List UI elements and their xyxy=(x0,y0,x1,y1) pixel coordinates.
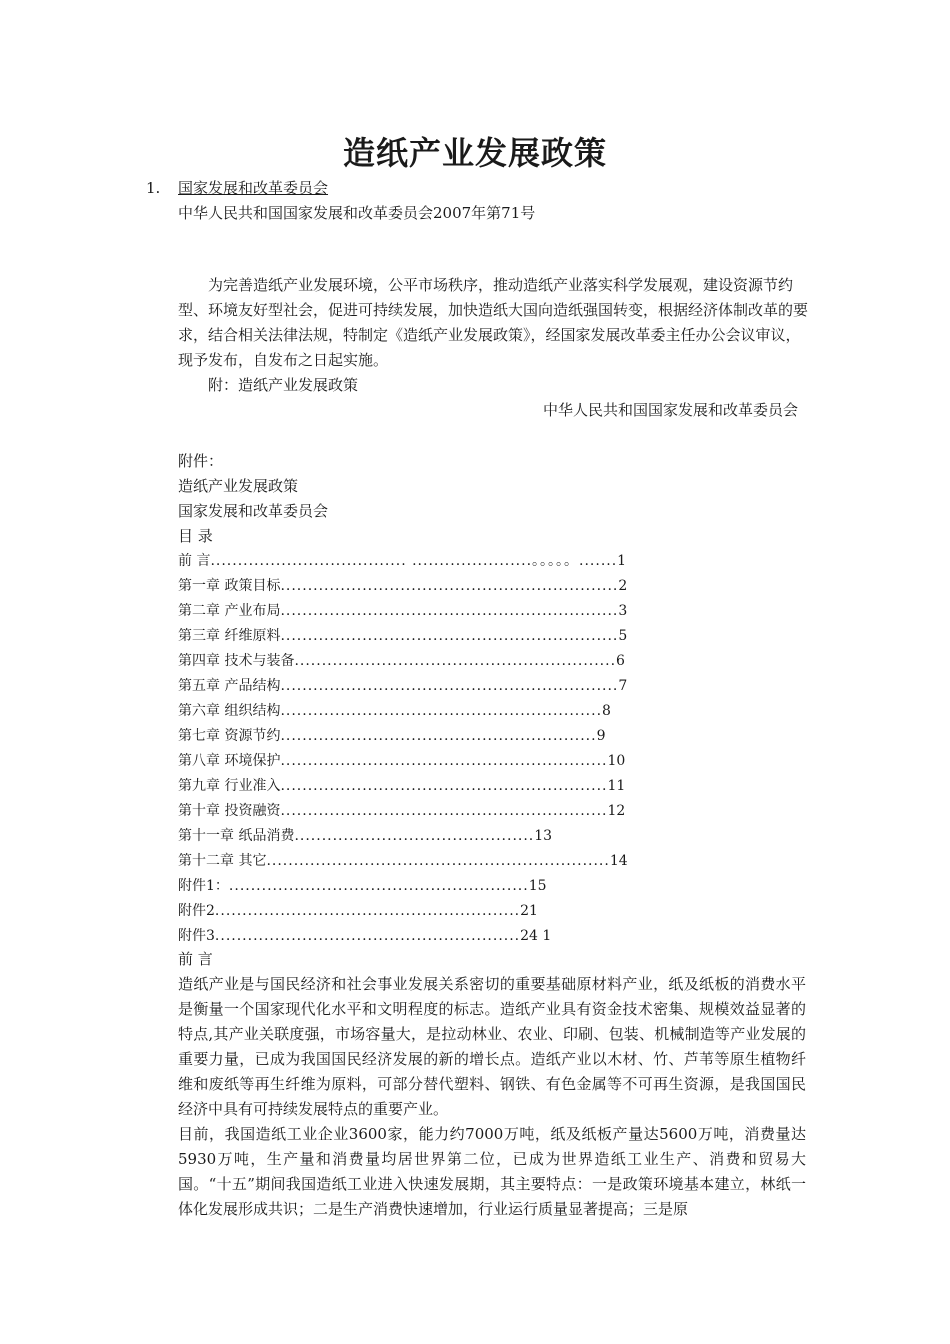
toc-entry[interactable] xyxy=(178,724,606,749)
toc-page: 1 xyxy=(617,553,627,569)
toc-heading: 目 录 xyxy=(178,527,213,545)
toc-entry-label: 第十一章 纸品消费 xyxy=(178,828,295,844)
preface-body xyxy=(178,972,806,1222)
toc-entry-label: 第三章 纤维原料 xyxy=(178,628,281,644)
toc-entry-label: 前 言 xyxy=(178,553,211,569)
toc-entry-label: 第五章 产品结构 xyxy=(178,678,281,694)
toc-entry[interactable] xyxy=(178,574,627,599)
toc-entry-label: 第四章 技术与装备 xyxy=(178,653,295,669)
toc-page: 24 1 xyxy=(520,928,552,944)
toc-page: 2 xyxy=(618,578,628,594)
toc-entry-label: 第十二章 其它 xyxy=(178,853,267,869)
item-number: 1. xyxy=(146,179,161,197)
toc-entry[interactable] xyxy=(178,599,627,624)
toc-entry-label: 第二章 产业布局 xyxy=(178,603,281,619)
toc-entry[interactable] xyxy=(178,549,626,574)
toc-leader: .................................... ......................。。。。。....... xyxy=(210,553,618,569)
toc-leader: ............................................ xyxy=(294,828,535,844)
toc-entry[interactable] xyxy=(178,699,611,724)
toc-page: 14 xyxy=(609,853,628,869)
toc-leader: ........................................................ xyxy=(214,903,521,919)
toc-leader: .............................................................. xyxy=(280,678,619,694)
toc-entry-label: 附件2 xyxy=(178,903,215,919)
toc-entry[interactable] xyxy=(178,899,538,924)
document-title: 造纸产业发展政策 xyxy=(342,134,607,172)
intro-paragraph: 为完善造纸产业发展环境，公平市场秩序，推动造纸产业落实科学发展观，建设资源节约型、环境友好型社会，促进可持续发展，加快造纸大国向造纸强国转变，根据经济体制改革的要求，结合相关法律法规，特制定《造纸产业发展政策》，经国家发展改革委主任办公会议审议，现予发布，自发布之日起实施。 xyxy=(178,276,809,369)
toc-entry[interactable] xyxy=(178,824,552,849)
toc-page: 7 xyxy=(618,678,628,694)
attachment-title: 造纸产业发展政策 xyxy=(178,477,299,495)
toc-page: 13 xyxy=(534,828,553,844)
toc-entry-label: 第九章 行业准入 xyxy=(178,778,281,794)
intro-section xyxy=(178,273,810,398)
toc-page: 3 xyxy=(618,603,628,619)
document-number: 中华人民共和国国家发展和改革委员会2007年第71号 xyxy=(178,204,536,222)
toc-entry[interactable] xyxy=(178,624,627,649)
toc-entry-label: 第十章 投资融资 xyxy=(178,803,281,819)
toc-page: 21 xyxy=(520,903,538,919)
preface-paragraph: 造纸产业是与国民经济和社会事业发展关系密切的重要基础原材料产业，纸及纸板的消费水平是衡量一个国家现代化水平和文明程度的标志。造纸产业具有资金技术密集、规模效益显著的特点,其产业关联度强，市场容量大，是拉动林业、农业、印刷、包装、机械制造等产业发展的重要力量，已成为我国国民经济发展的新的增长点。造纸产业以木材、竹、芦苇等原生植物纤维和废纸等再生纤维为原料，可部分替代塑料、钢铁、有色金属等不可再生资源，是我国国民经济中具有可持续发展特点的重要产业。 xyxy=(178,975,806,1118)
preface-heading: 前 言 xyxy=(178,950,213,968)
toc-entry-label: 第七章 资源节约 xyxy=(178,728,281,744)
toc-page: 5 xyxy=(618,628,628,644)
toc-page: 9 xyxy=(596,728,606,744)
toc-page: 10 xyxy=(607,753,626,769)
toc-leader: ........................................................... xyxy=(294,653,617,669)
toc-leader: .............................................................. xyxy=(280,628,619,644)
toc-leader: .............................................................. xyxy=(280,578,619,594)
toc-entry-label: 第六章 组织结构 xyxy=(178,703,281,719)
issuer-link[interactable]: 国家发展和改革委员会 xyxy=(178,179,329,197)
toc-entry-label: 附件1： xyxy=(178,878,229,894)
toc-leader: ............................................................ xyxy=(280,778,608,794)
toc-entry[interactable] xyxy=(178,674,627,699)
toc-entry[interactable] xyxy=(178,849,628,874)
toc-leader: .......................................................... xyxy=(280,728,597,744)
toc-leader: ............................................................... xyxy=(266,853,610,869)
toc-entry[interactable] xyxy=(178,749,625,774)
toc-leader: ........................................................ xyxy=(214,928,521,944)
toc-entry-label: 第一章 政策目标 xyxy=(178,578,281,594)
preface-paragraph: 目前，我国造纸工业企业3600家，能力约7000万吨，纸及纸板产量达5600万吨，消费量达5930万吨，生产量和消费量均居世界第二位，已成为世界造纸工业生产、消费和贸易大国。“十五”期间我国造纸工业进入快速发展期，其主要特点：一是政策环境基本建立，林纸一体化发展形成共识；二是生产消费快速增加，行业运行质量显著提高；三是原 xyxy=(178,1125,806,1218)
signature: 中华人民共和国国家发展和改革委员会 xyxy=(542,401,798,419)
toc-entry[interactable] xyxy=(178,799,625,824)
toc-entry[interactable] xyxy=(178,774,625,799)
toc-leader: ....................................................... xyxy=(228,878,529,894)
attachment-org: 国家发展和改革委员会 xyxy=(178,502,329,520)
toc-page: 12 xyxy=(607,803,626,819)
toc-page: 11 xyxy=(607,778,626,794)
toc-entry[interactable] xyxy=(178,649,625,674)
attachment-note: 附：造纸产业发展政策 xyxy=(208,376,359,394)
attachment-label: 附件： xyxy=(178,452,224,470)
toc-leader: ............................................................ xyxy=(280,803,608,819)
toc-entry-label: 第八章 环境保护 xyxy=(178,753,281,769)
toc-leader: ........................................................... xyxy=(280,703,603,719)
toc-entry[interactable] xyxy=(178,924,551,949)
toc-entry-label: 附件3 xyxy=(178,928,215,944)
toc-page: 8 xyxy=(602,703,611,719)
toc-page: 6 xyxy=(616,653,625,669)
toc-leader: .............................................................. xyxy=(280,603,619,619)
toc-page: 15 xyxy=(528,878,547,894)
toc-leader: ............................................................ xyxy=(280,753,608,769)
toc-entry[interactable] xyxy=(178,874,547,899)
